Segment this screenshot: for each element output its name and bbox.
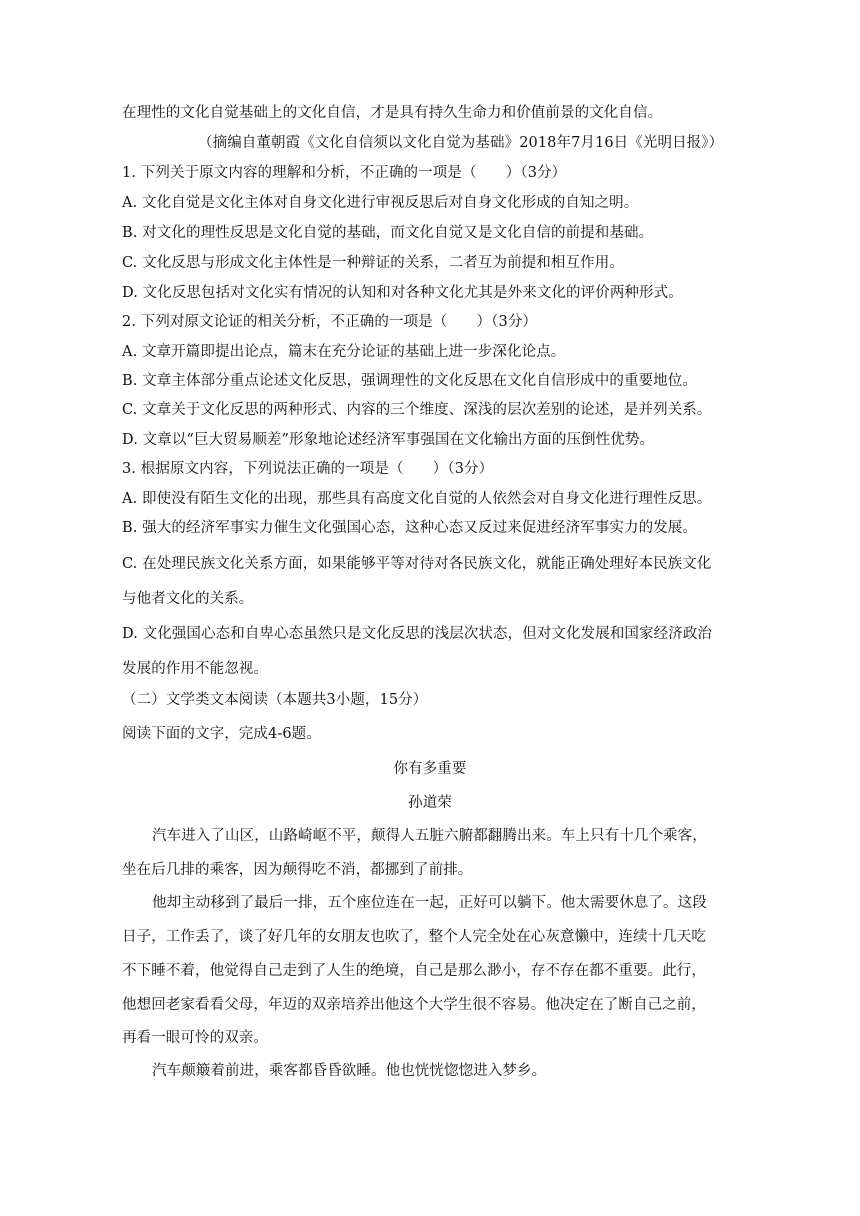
section-heading: （二）文学类文本阅读（本题共3小题，15分） bbox=[122, 692, 428, 708]
question-2-option-c: C. 文章关于文化反思的两种形式、内容的三个维度、深浅的层次差别的论述，是并列关系。 bbox=[122, 402, 712, 418]
story-paragraph-3: 汽车颠簸着前进，乘客都昏昏欲睡。他也恍恍惚惚进入梦乡。 bbox=[152, 1063, 547, 1079]
question-3-option-c-line1: C. 在处理民族文化关系方面，如果能够平等对待对各民族文化，就能正确处理好本民族文化 bbox=[122, 556, 712, 572]
story-paragraph-2-line-1: 他却主动移到了最后一排，五个座位连在一起，正好可以躺下。他太需要休息了。这段 bbox=[152, 895, 707, 911]
question-1-option-a: A. 文化自觉是文化主体对自身文化进行审视反思后对自身文化形成的自知之明。 bbox=[122, 195, 639, 211]
story-paragraph-1-line-2: 坐在后几排的乘客，因为颠得吃不消，都挪到了前排。 bbox=[122, 862, 473, 878]
story-paragraph-2-line-3: 不下睡不着，他觉得自己走到了人生的绝境，自己是那么渺小，存不存在都不重要。此行， bbox=[122, 963, 706, 979]
source-citation: （摘编自董朝霞《文化自信须以文化自觉为基础》2018年7月16日《光明日报》） bbox=[198, 135, 724, 151]
story-title: 你有多重要 bbox=[393, 761, 467, 777]
question-2-option-b: B. 文章主体部分重点论述文化反思，强调理性的文化反思在文化自信形成中的重要地位。 bbox=[122, 373, 697, 389]
question-1-stem: 1. 下列关于原文内容的理解和分析，不正确的一项是（ ）（3分） bbox=[122, 165, 567, 181]
story-paragraph-2-line-4: 他想回老家看看父母，年迈的双亲培养出他这个大学生很不容易。他决定在了断自己之前， bbox=[122, 997, 706, 1013]
question-3-option-c-line2: 与他者文化的关系。 bbox=[122, 591, 254, 607]
story-author: 孙道荣 bbox=[408, 795, 452, 811]
question-2-option-a: A. 文章开篇即提出论点，篇末在充分论证的基础上进一步深化论点。 bbox=[122, 344, 566, 360]
reading-instruction: 阅读下面的文字，完成4-6题。 bbox=[122, 726, 321, 742]
question-2-stem: 2. 下列对原文论证的相关分析，不正确的一项是（ ）（3分） bbox=[122, 314, 538, 330]
passage-closing-line: 在理性的文化自觉基础上的文化自信，才是具有持久生命力和价值前景的文化自信。 bbox=[122, 105, 663, 121]
question-3-option-d-line1: D. 文化强国心态和自卑心态虽然只是文化反思的浅层次状态，但对文化发展和国家经济政治 bbox=[122, 626, 713, 642]
question-3-option-b: B. 强大的经济军事实力催生文化强国心态，这种心态又反过来促进经济军事实力的发展。 bbox=[122, 520, 697, 536]
question-3-option-a: A. 即使没有陌生文化的出现，那些具有高度文化自觉的人依然会对自身文化进行理性反思。 bbox=[122, 491, 712, 507]
question-3-stem: 3. 根据原文内容，下列说法正确的一项是（ ）（3分） bbox=[122, 461, 494, 477]
question-1-option-d: D. 文化反思包括对文化实有情况的认知和对各种文化尤其是外来文化的评价两种形式。 bbox=[122, 285, 683, 301]
story-paragraph-1-line-1: 汽车进入了山区，山路崎岖不平，颠得人五脏六腑都翻腾出来。车上只有十几个乘客， bbox=[152, 828, 707, 844]
question-3-option-d-line2: 发展的作用不能忽视。 bbox=[122, 661, 268, 677]
question-1-option-c: C. 文化反思与形成文化主体性是一种辩证的关系，二者互为前提和相互作用。 bbox=[122, 255, 624, 271]
question-1-option-b: B. 对文化的理性反思是文化自觉的基础，而文化自觉又是文化自信的前提和基础。 bbox=[122, 225, 654, 241]
story-paragraph-2-line-2: 日子，工作丢了，谈了好几年的女朋友也吹了，整个人完全处在心灰意懒中，连续十几天吃 bbox=[122, 929, 706, 945]
question-2-option-d: D. 文章以“巨大贸易顺差”形象地论述经济军事强国在文化输出方面的压倒性优势。 bbox=[122, 432, 655, 448]
story-paragraph-2-line-5: 再看一眼可怜的双亲。 bbox=[122, 1030, 268, 1046]
